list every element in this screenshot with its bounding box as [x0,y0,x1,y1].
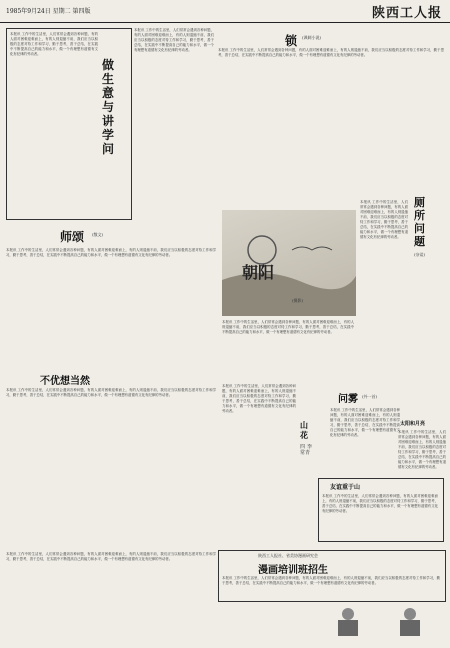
middle-columns-text: 本报讯 工作中的生活里，人们常常会遇到各种问题，有的人面对困难迎难而上，有的人则退缩不前，我们应当以积极的态度对待工作和学习，勤于思考，善于总结，在实践中不断提高自己的能力和水平，做一个有理想有道德有文化有纪律的劳动者。 [222,320,354,334]
wenjia-title: 问雾 [338,394,358,405]
column-body: 本报讯 工作中的生活里，人们常常会遇到各种问题，有的人面对困难迎难而上，有的人则退缩不前，我们应当以积极的态度对待工作和学习，勤于思考，善于总结，在实践中不断提高自己的能力和水平，做一个有理想有道德有文化有纪律的劳动者。 [222,384,296,413]
lock-tag: (讽刺小说) [302,35,322,40]
wenjia-tag: (外一首) [362,394,378,399]
lock-title: 锁 [285,34,298,48]
poem-right-title: 太阳和月亮 [400,421,426,427]
lock-story-body: 本报讯 工作中的生活里，人们常常会遇到各种问题，有的人面对困难迎难而上，有的人则退缩不前，我们应当以积极的态度对待工作和学习，勤于思考，善于总结，在实践中不断提高自己的能力和水平，做一个有理想有道德有文化有纪律的劳动者。 [218,48,444,57]
shisong-tag: (散文) [92,232,104,237]
zhaoyang-caption: (摄影) [292,298,304,303]
butongdang-body: 本报讯 工作中的生活里，人们常常会遇到各种问题，有的人面对困难迎难而上，有的人则退缩不前，我们应当以积极的态度对待工作和学习，勤于思考，善于总结，在实践中不断提高自己的能力和水平，做一个有理想有道德有文化有纪律的劳动者。 [6,388,216,397]
wenjia-body: 本报讯 工作中的生活里，人们常常会遇到各种问题，有的人面对困难迎难而上，有的人则退缩不前，我们应当以积极的态度对待工作和学习，勤于思考，善于总结，在实践中不断提高自己的能力和水平，做一个有理想有道德有文化有纪律的劳动者。 [330,408,400,437]
cartoon [330,602,440,642]
shisong-body: 本报讯 工作中的生活里，人们常常会遇到各种问题，有的人面对困难迎难而上，有的人则退缩不前，我们应当以积极的态度对待工作和学习，勤于思考，善于总结，在实践中不断提高自己的能力和水平，做一个有理想有道德有文化有纪律的劳动者。 [6,248,216,257]
biz-essay-body: 本报讯 工作中的生活里，人们常常会遇到各种问题，有的人面对困难迎难而上，有的人则退缩不前，我们应当以积极的态度对待工作和学习，勤于思考，善于总结，在实践中不断提高自己的能力和水平，做一个有理想有道德有文化有纪律的劳动者。 [10,32,98,56]
zhaoyang-title: 朝阳 [242,263,275,282]
ad-title: 漫画培训班招生 [258,565,328,576]
butongdang-title: 不优想当然 [40,376,90,387]
poem-right-body: 本报讯 工作中的生活里，人们常常会遇到各种问题，有的人面对困难迎难而上，有的人则退缩不前，我们应当以积极的态度对待工作和学习，勤于思考，善于总结，在实践中不断提高自己的能力和水平，做一个有理想有道德有文化有纪律的劳动者。 [398,430,446,469]
masthead: 陕西工人报 [371,6,442,21]
boxed-column-title: 友谊重于山 [330,484,361,491]
column-title: 山花 [300,420,308,440]
ad-body: 本报讯 工作中的生活里，人们常常会遇到各种问题，有的人面对困难迎难而上，有的人则退缩不前，我们应当以积极的态度对待工作和学习，勤于思考，善于总结，在实践中不断提高自己的能力和水平，做一个有理想有道德有文化有纪律的劳动者。 [222,576,440,585]
column-subtitle: 四季常青 [300,444,312,456]
biz-essay-title: 做生意与讲学问 [102,58,115,156]
cesuo-body: 本报讯 工作中的生活里，人们常常会遇到各种问题，有的人面对困难迎难而上，有的人则退缩不前，我们应当以积极的态度对待工作和学习，勤于思考，善于总结，在实践中不断提高自己的能力和水平，做一个有理想有道德有文化有纪律的劳动者。 [360,200,408,239]
issue-date: 1985年9月24日 星期二 第四版 [6,8,91,15]
boxed-column-body: 本报讯 工作中的生活里，人们常常会遇到各种问题，有的人面对困难迎难而上，有的人则退缩不前，我们应当以积极的态度对待工作和学习，勤于思考，善于总结，在实践中不断提高自己的能力和水平，做一个有理想有道德有文化有纪律的劳动者。 [322,494,438,513]
page-header [0,0,450,23]
cesuo-title: 厕所问题 [414,196,425,248]
cesuo-tag: (杂谈) [414,252,426,257]
column-text-1: 本报讯 工作中的生活里，人们常常会遇到各种问题，有的人面对困难迎难而上，有的人则退缩不前，我们应当以积极的态度对待工作和学习，勤于思考，善于总结，在实践中不断提高自己的能力和水平，做一个有理想有道德有文化有纪律的劳动者。 [134,28,214,52]
cartoon-figures-icon [330,602,440,642]
bottom-left-body: 本报讯 工作中的生活里，人们常常会遇到各种问题，有的人面对困难迎难而上，有的人则退缩不前，我们应当以积极的态度对待工作和学习，勤于思考，善于总结，在实践中不断提高自己的能力和水平，做一个有理想有道德有文化有纪律的劳动者。 [6,552,216,561]
ad-org: 陕西工人报社、省美协漫画研究会 [258,553,318,558]
shisong-title: 师颂 [60,230,85,244]
